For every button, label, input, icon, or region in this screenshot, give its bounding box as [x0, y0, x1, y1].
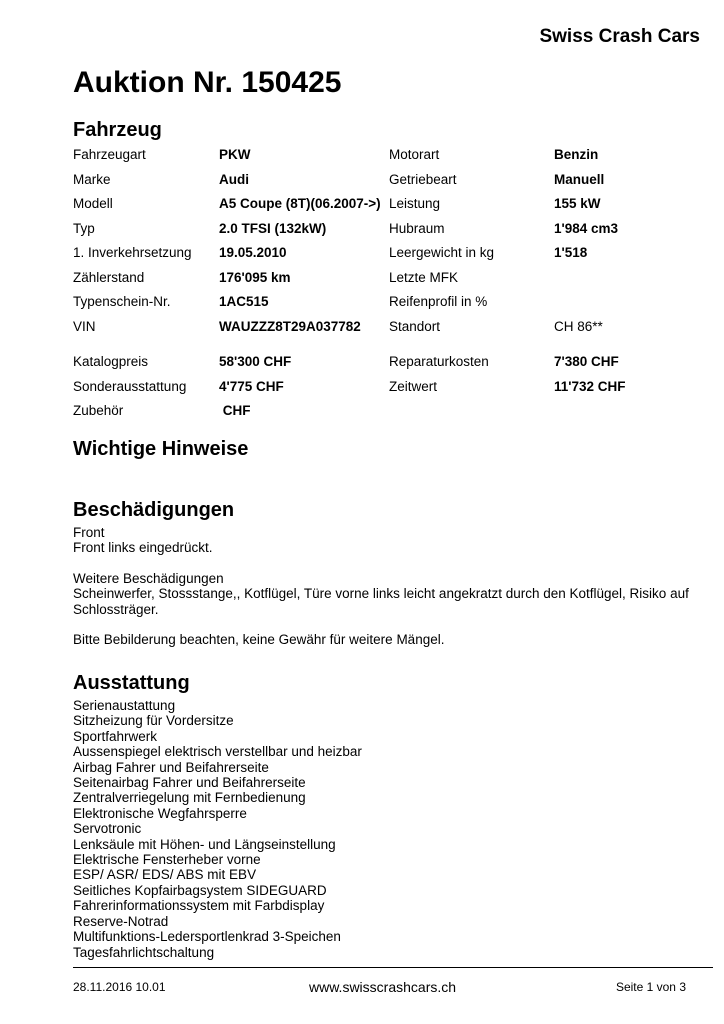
- list-item: Sportfahrwerk: [73, 728, 158, 744]
- section-heading-equipment: Ausstattung: [73, 672, 190, 694]
- row-label: Motorart: [389, 147, 440, 162]
- row-label: Modell: [73, 196, 113, 211]
- row-label: Katalogpreis: [73, 354, 149, 369]
- list-item: Seitenairbag Fahrer und Beifahrerseite: [73, 775, 306, 791]
- row-label: Zeitwert: [389, 378, 438, 394]
- row-value: 2.0 TFSI (132kW): [219, 220, 327, 236]
- price-table: [73, 354, 713, 428]
- spacer: [73, 556, 703, 571]
- row-value: CHF: [219, 403, 251, 418]
- vehicle-row: [73, 147, 713, 172]
- row-value: WAUZZZ8T29A037782: [219, 318, 361, 334]
- row-value: 1AC515: [219, 294, 269, 309]
- damage-line: Bitte Bebilderung beachten, keine Gewähr für weitere Mängel.: [73, 632, 445, 648]
- row-label: Hubraum: [389, 220, 445, 236]
- price-row: [73, 403, 713, 428]
- row-label: Leistung: [389, 196, 441, 211]
- row-label: VIN: [73, 318, 96, 334]
- list-item: Zentralverriegelung mit Fernbedienung: [73, 790, 306, 806]
- vehicle-row: [73, 196, 713, 221]
- equipment-list: [73, 698, 703, 960]
- row-value: Manuell: [554, 171, 605, 187]
- row-label: Sonderausstattung: [73, 378, 187, 394]
- vehicle-row: [73, 245, 713, 270]
- row-label: Marke: [73, 171, 111, 187]
- list-item: Elektronische Wegfahrsperre: [73, 805, 247, 821]
- list-item: Airbag Fahrer und Beifahrerseite: [73, 759, 269, 775]
- page-title: Auktion Nr. 150425: [73, 66, 342, 99]
- spacer: [73, 617, 703, 632]
- price-row: [73, 354, 713, 379]
- list-item: Multifunktions-Ledersportlenkrad 3-Speichen: [73, 929, 341, 945]
- damage-line: Weitere Beschädigungen: [73, 570, 224, 586]
- vehicle-row: [73, 172, 713, 197]
- section-heading-vehicle: Fahrzeug: [73, 119, 162, 141]
- section-heading-damage: Beschädigungen: [73, 499, 235, 521]
- row-value: Audi: [219, 171, 249, 187]
- price-row: [73, 379, 713, 404]
- damage-line: Front: [73, 525, 105, 540]
- section-heading-notes: Wichtige Hinweise: [73, 438, 249, 460]
- row-label: Typenschein-Nr.: [73, 294, 171, 309]
- row-label: Zählerstand: [73, 269, 145, 285]
- list-item: Serienaustattung: [73, 698, 176, 713]
- row-value: A5 Coupe (8T)(06.2007->): [219, 196, 381, 211]
- brand-name: Swiss Crash Cars: [539, 26, 700, 47]
- row-label: Leergewicht in kg: [389, 245, 495, 260]
- footer-divider: [73, 967, 713, 968]
- damage-line: Scheinwerfer, Stossstange,, Kotflügel, Türe vorne links leicht angekratzt durch den Kotflügel, Risiko auf Schlossträger.: [73, 586, 689, 617]
- vehicle-row: [73, 270, 713, 295]
- row-label: Standort: [389, 318, 441, 334]
- list-item: Seitliches Kopfairbagsystem SIDEGUARD: [73, 882, 327, 898]
- row-label: Reparaturkosten: [389, 354, 489, 369]
- row-value: CH 86**: [554, 318, 603, 334]
- damage-line: Front links eingedrückt.: [73, 540, 213, 556]
- list-item: Servotronic: [73, 821, 142, 837]
- row-value: 11'732 CHF: [554, 378, 626, 394]
- footer-page-number: Seite 1 von 3: [615, 980, 686, 994]
- list-item: Tagesfahrlichtschaltung: [73, 944, 215, 960]
- row-value: 4'775 CHF: [219, 378, 284, 394]
- row-label: Getriebeart: [389, 171, 457, 187]
- list-item: Lenksäule mit Höhen- und Längseinstellung: [73, 836, 336, 852]
- row-value: 1'984 cm3: [554, 220, 619, 236]
- row-label: Letzte MFK: [389, 269, 459, 285]
- list-item: Sitzheizung für Vordersitze: [73, 713, 234, 729]
- vehicle-table: [73, 147, 713, 343]
- row-value: Benzin: [554, 147, 599, 162]
- row-value: 7'380 CHF: [554, 354, 619, 369]
- list-item: Elektrische Fensterheber vorne: [73, 852, 261, 868]
- list-item: Aussenspiegel elektrisch verstellbar und heizbar: [73, 744, 362, 760]
- row-value: PKW: [219, 147, 251, 162]
- row-value: 155 kW: [554, 196, 601, 211]
- row-value: 58'300 CHF: [219, 354, 292, 369]
- list-item: Reserve-Notrad: [73, 913, 169, 929]
- row-label: Zubehör: [73, 403, 124, 418]
- damage-text: [73, 525, 703, 647]
- row-label: Reifenprofil in %: [389, 294, 488, 309]
- row-label: Typ: [73, 220, 95, 236]
- row-label: Fahrzeugart: [73, 147, 146, 162]
- list-item: ESP/ ASR/ EDS/ ABS mit EBV: [73, 867, 257, 883]
- row-value: 1'518: [554, 245, 588, 260]
- footer-date: 28.11.2016 10.01: [73, 980, 166, 994]
- list-item: Fahrerinformationssystem mit Farbdisplay: [73, 898, 325, 914]
- vehicle-row: [73, 221, 713, 246]
- row-value: 19.05.2010: [219, 245, 287, 260]
- footer-website-link[interactable]: www.swisscrashcars.ch: [309, 979, 457, 995]
- vehicle-row: [73, 319, 713, 344]
- row-value: 176'095 km: [219, 269, 291, 285]
- row-label: 1. Inverkehrsetzung: [73, 245, 192, 260]
- vehicle-row: [73, 294, 713, 319]
